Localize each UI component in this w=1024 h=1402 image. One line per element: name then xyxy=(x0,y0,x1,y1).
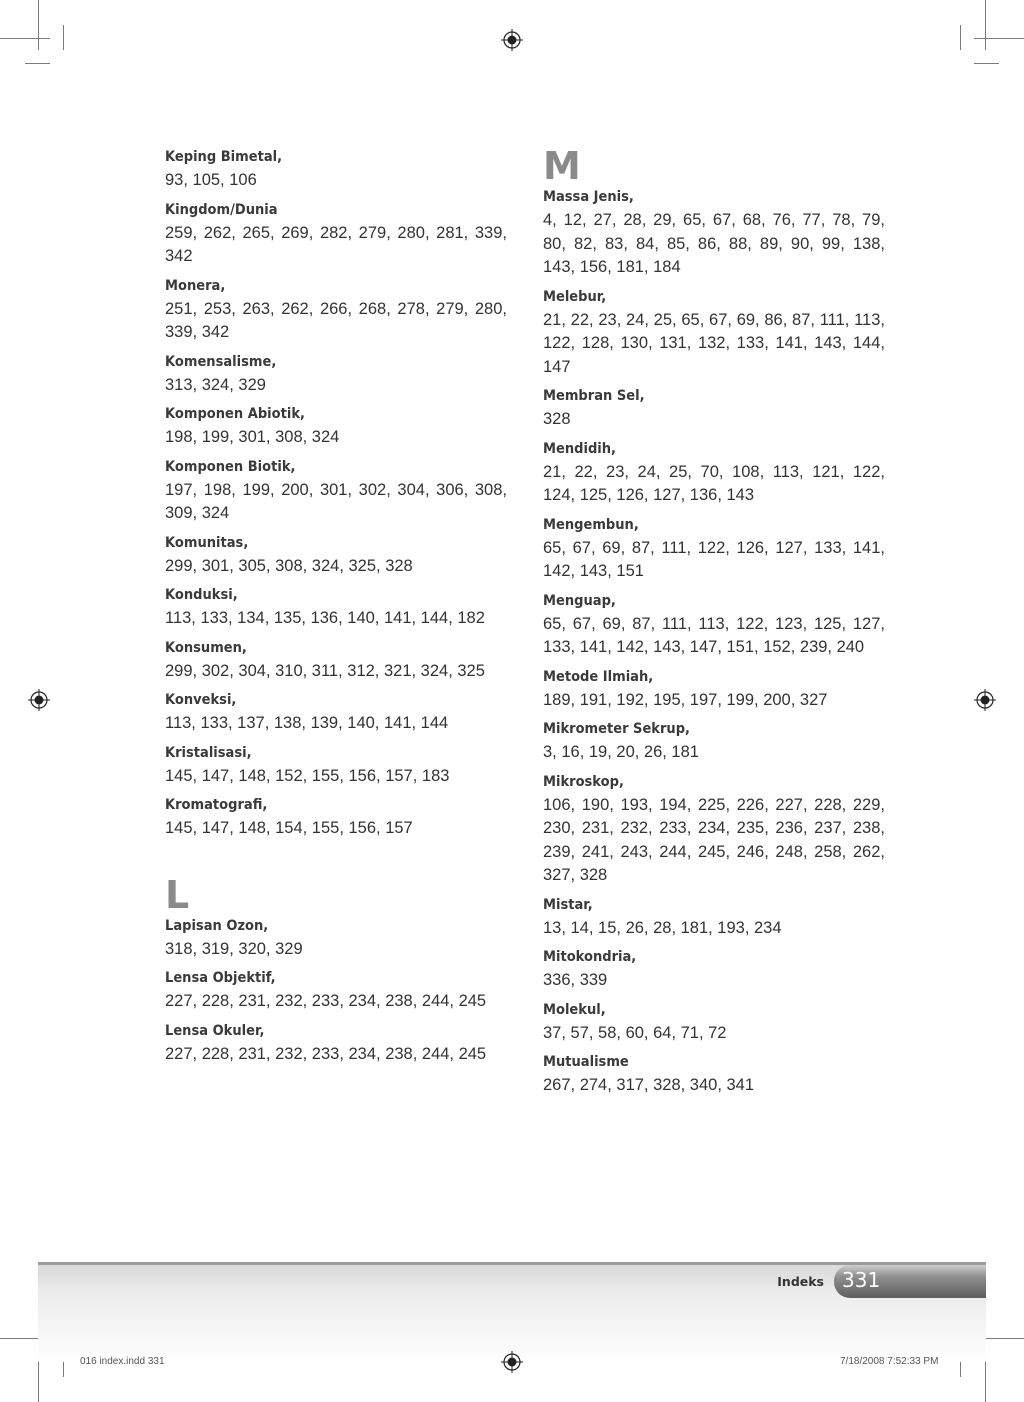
index-entry xyxy=(165,351,507,398)
registration-target-icon xyxy=(974,689,996,711)
index-entry xyxy=(165,1020,507,1067)
index-page-refs: 299, 302, 304, 310, 311, 312, 321, 324, 325 xyxy=(165,661,485,680)
index-page-refs: 189, 191, 192, 195, 197, 199, 200, 327 xyxy=(543,690,828,709)
index-term: Membran Sel, xyxy=(543,388,645,404)
crop-mark xyxy=(960,25,961,50)
index-entry xyxy=(165,403,507,450)
section-label: Indeks xyxy=(777,1274,824,1289)
index-term: Monera, xyxy=(165,277,226,294)
index-term: Lensa Objektif, xyxy=(165,970,276,986)
crop-mark xyxy=(974,63,999,64)
index-term: Lensa Okuler, xyxy=(165,1022,265,1039)
print-slug-timestamp: 7/18/2008 7:52:33 PM xyxy=(840,1356,939,1367)
index-page-refs: 93, 105, 106 xyxy=(165,171,257,189)
index-page-refs: 21, 22, 23, 24, 25, 70, 108, 113, 121, 122, 124, 125, 126, 127, 136, 143 xyxy=(543,462,885,504)
index-entry xyxy=(543,666,885,713)
crop-mark xyxy=(25,63,50,64)
index-term: Kingdom/Dunia xyxy=(165,201,278,218)
page-number: 331 xyxy=(842,1268,881,1292)
index-term: Komponen Abiotik, xyxy=(165,406,305,422)
crop-mark xyxy=(0,38,50,39)
index-page-refs: 3, 16, 19, 20, 26, 181 xyxy=(543,743,699,761)
registration-target-icon xyxy=(28,689,50,711)
index-column-right xyxy=(543,146,885,1104)
index-term: Menguap, xyxy=(543,592,616,609)
index-term: Komponen Biotik, xyxy=(165,458,296,475)
index-term: Konsumen, xyxy=(165,639,247,656)
registration-target-icon xyxy=(501,29,523,51)
index-page-refs: 106, 190, 193, 194, 225, 226, 227, 228, 229, 230, 231, 232, 233, 234, 235, 236, 237, 238, 239, 241, 243, 244, 245, 246, 248, 258, 262, 327, 328 xyxy=(543,795,885,884)
index-page-refs: 145, 147, 148, 154, 155, 156, 157 xyxy=(165,819,413,837)
index-page-refs: 227, 228, 231, 232, 233, 234, 238, 244, 245 xyxy=(165,992,487,1010)
index-page-refs: 13, 14, 15, 26, 28, 181, 193, 234 xyxy=(543,918,782,937)
index-page-refs: 145, 147, 148, 152, 155, 156, 157, 183 xyxy=(165,766,450,785)
index-term: Massa Jenis, xyxy=(543,189,634,205)
index-term: Mikroskop, xyxy=(543,773,624,790)
index-term: Kristalisasi, xyxy=(165,744,252,761)
index-entry xyxy=(165,199,507,269)
index-entry xyxy=(543,718,885,765)
index-page-refs: 299, 301, 305, 308, 324, 325, 328 xyxy=(165,556,413,575)
index-page-refs: 251, 253, 263, 262, 266, 268, 278, 279, 280, 339, 342 xyxy=(165,299,507,341)
index-entry xyxy=(165,915,507,962)
index-entry xyxy=(165,275,507,345)
index-term: Keping Bimetal, xyxy=(165,149,283,165)
index-term: Mendidih, xyxy=(543,440,617,457)
index-page-refs: 37, 57, 58, 60, 64, 71, 72 xyxy=(543,1023,727,1042)
index-entry xyxy=(543,894,885,941)
crop-mark xyxy=(63,25,64,50)
index-term: Mutualisme xyxy=(543,1054,629,1070)
index-page-refs: 313, 324, 329 xyxy=(165,375,266,394)
index-entry xyxy=(165,689,507,736)
index-entry xyxy=(165,146,507,193)
index-entry xyxy=(543,438,885,508)
crop-mark xyxy=(974,38,1024,39)
index-entry xyxy=(543,286,885,380)
index-page-refs: 198, 199, 301, 308, 324 xyxy=(165,428,340,446)
index-page-refs: 21, 22, 23, 24, 25, 65, 67, 69, 86, 87, 111, 113, 122, 128, 130, 131, 132, 133, 141, 143, 144, 147 xyxy=(543,310,885,376)
index-page-refs: 65, 67, 69, 87, 111, 122, 126, 127, 133, 141, 142, 143, 151 xyxy=(543,538,885,580)
index-entry xyxy=(543,514,885,584)
index-entry xyxy=(165,532,507,579)
index-entry xyxy=(543,771,885,888)
print-slug-file: 016 index.indd 331 xyxy=(80,1356,165,1367)
index-page-refs: 113, 133, 137, 138, 139, 140, 141, 144 xyxy=(165,714,449,732)
index-entry xyxy=(165,456,507,526)
index-entry xyxy=(543,385,885,432)
index-page-refs: 259, 262, 265, 269, 282, 279, 280, 281, 339, 342 xyxy=(165,223,507,265)
index-term: Konveksi, xyxy=(165,692,237,708)
index-page-refs: 65, 67, 69, 87, 111, 113, 122, 123, 125, 127, 133, 141, 142, 143, 147, 151, 152, 239, 240 xyxy=(543,614,885,656)
index-page-refs: 336, 339 xyxy=(543,971,608,989)
index-entry xyxy=(543,999,885,1046)
index-term: Komunitas, xyxy=(165,534,249,551)
index-term: Kromatografi, xyxy=(165,797,268,813)
index-page-refs: 113, 133, 134, 135, 136, 140, 141, 144, 182 xyxy=(165,609,485,627)
index-term: Komensalisme, xyxy=(165,353,277,370)
index-term: Mikrometer Sekrup, xyxy=(543,721,691,737)
index-term: Lapisan Ozon, xyxy=(165,917,269,934)
index-column-left xyxy=(165,146,507,1072)
registration-target-icon xyxy=(501,1351,523,1373)
index-entry xyxy=(543,186,885,280)
index-letter-heading: L xyxy=(165,872,190,917)
index-page-refs: 197, 198, 199, 200, 301, 302, 304, 306, 308, 309, 324 xyxy=(165,480,507,522)
index-term: Molekul, xyxy=(543,1001,606,1018)
index-page-refs: 318, 319, 320, 329 xyxy=(165,939,303,958)
index-entry xyxy=(165,637,507,684)
index-term: Metode Ilmiah, xyxy=(543,668,654,685)
index-entry xyxy=(165,794,507,841)
index-term: Mistar, xyxy=(543,896,593,913)
crop-mark xyxy=(985,0,986,50)
crop-mark xyxy=(38,0,39,50)
index-entry xyxy=(543,590,885,660)
index-entry xyxy=(165,584,507,631)
index-entry xyxy=(165,967,507,1014)
index-letter-heading: M xyxy=(543,144,581,188)
index-term: Melebur, xyxy=(543,288,607,305)
index-term: Mengembun, xyxy=(543,516,639,533)
index-entry xyxy=(543,1051,885,1098)
footer-rule xyxy=(38,1262,986,1265)
index-page-refs: 4, 12, 27, 28, 29, 65, 67, 68, 76, 77, 78, 79, 80, 82, 83, 84, 85, 86, 88, 89, 90, 99, 138, 143, 156, 181, 184 xyxy=(543,211,885,276)
index-page-refs: 267, 274, 317, 328, 340, 341 xyxy=(543,1076,755,1094)
index-entry xyxy=(543,946,885,993)
index-term: Konduksi, xyxy=(165,587,238,603)
index-page-refs: 328 xyxy=(543,410,571,428)
index-term: Mitokondria, xyxy=(543,949,637,965)
index-entry xyxy=(165,742,507,789)
index-page-refs: 227, 228, 231, 232, 233, 234, 238, 244, 245 xyxy=(165,1044,487,1063)
